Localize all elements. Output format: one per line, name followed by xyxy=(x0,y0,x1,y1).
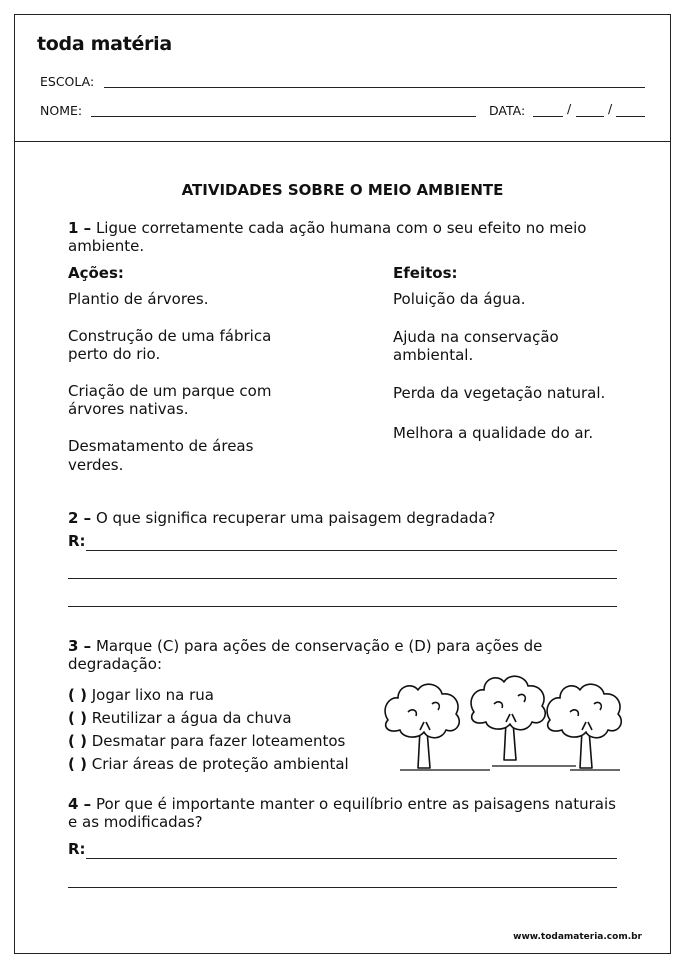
efeito-item: Poluição da água. xyxy=(393,290,526,308)
q3-option[interactable] xyxy=(68,732,345,751)
nome-field[interactable] xyxy=(91,116,476,117)
q3-checkbox[interactable]: ( ) xyxy=(68,709,87,727)
efeitos-heading: Efeitos: xyxy=(393,264,458,282)
q3-option[interactable] xyxy=(68,686,214,705)
q2-answer-line[interactable] xyxy=(68,606,617,607)
q3-line1 xyxy=(68,637,542,656)
q3-option-text: Desmatar para fazer loteamentos xyxy=(91,732,346,750)
q2-answer-label: R: xyxy=(68,532,86,550)
tree-icon xyxy=(547,684,621,768)
q3-option-text: Jogar lixo na rua xyxy=(91,686,214,704)
q1-text: Ligue corretamente cada ação humana com o seu efeito no meio xyxy=(95,219,587,237)
date-month-field[interactable] xyxy=(576,116,604,117)
q1-line1 xyxy=(68,219,586,238)
q4-answer-label: R: xyxy=(68,840,86,858)
tree-icon xyxy=(471,676,545,760)
brand-logo: toda matéria xyxy=(37,33,172,55)
date-year-field[interactable] xyxy=(616,116,645,117)
q3-number: 3 – xyxy=(68,637,92,655)
date-separator: / xyxy=(608,101,613,116)
efeito-item: Melhora a qualidade do ar. xyxy=(393,424,594,442)
q3-option-text: Criar áreas de proteção ambiental xyxy=(91,755,349,773)
footer-url[interactable]: www.todamateria.com.br xyxy=(513,932,642,942)
q1-number: 1 – xyxy=(68,219,92,237)
date-separator: / xyxy=(567,101,572,116)
efeito-item: Perda da vegetação natural. xyxy=(393,384,606,402)
q3-option-text: Reutilizar a água da chuva xyxy=(91,709,292,727)
escola-field[interactable] xyxy=(104,87,645,88)
acao-item: árvores nativas. xyxy=(68,400,189,418)
q4-answer-line[interactable] xyxy=(86,858,617,859)
q4-answer-line[interactable] xyxy=(68,887,617,888)
acao-item: verdes. xyxy=(68,456,124,474)
data-label: DATA: xyxy=(489,103,526,118)
q2-number: 2 – xyxy=(68,509,92,527)
q3-checkbox[interactable]: ( ) xyxy=(68,686,87,704)
efeito-item: Ajuda na conservação xyxy=(393,328,559,346)
q2-answer-line[interactable] xyxy=(68,578,617,579)
worksheet-title: ATIVIDADES SOBRE O MEIO AMBIENTE xyxy=(181,181,504,199)
acao-item: Plantio de árvores. xyxy=(68,290,209,308)
q3-checkbox[interactable]: ( ) xyxy=(68,755,87,773)
q2-answer-line[interactable] xyxy=(86,550,617,551)
q4-line1 xyxy=(68,795,616,814)
q3-text: Marque (C) para ações de conservação e (D) para ações de xyxy=(95,637,543,655)
q1-line2: ambiente. xyxy=(68,237,145,255)
acao-item: Criação de um parque com xyxy=(68,382,272,400)
acao-item: Desmatamento de áreas xyxy=(68,437,254,455)
q2-line xyxy=(68,509,495,528)
efeito-item: ambiental. xyxy=(393,346,474,364)
header-divider xyxy=(14,141,671,142)
acao-item: perto do rio. xyxy=(68,345,161,363)
escola-label: ESCOLA: xyxy=(40,74,95,89)
q4-line2: e as modificadas? xyxy=(68,813,203,831)
trees-illustration xyxy=(380,668,630,778)
q3-option[interactable] xyxy=(68,755,349,774)
acoes-heading: Ações: xyxy=(68,264,124,282)
q4-text: Por que é importante manter o equilíbrio entre as paisagens naturais xyxy=(95,795,616,813)
q3-option[interactable] xyxy=(68,709,292,728)
q2-text: O que significa recuperar uma paisagem degradada? xyxy=(95,509,496,527)
nome-label: NOME: xyxy=(40,103,83,118)
date-day-field[interactable] xyxy=(533,116,563,117)
q3-line2: degradação: xyxy=(68,655,163,673)
tree-icon xyxy=(385,684,459,768)
q4-number: 4 – xyxy=(68,795,92,813)
acao-item: Construção de uma fábrica xyxy=(68,327,272,345)
q3-checkbox[interactable]: ( ) xyxy=(68,732,87,750)
